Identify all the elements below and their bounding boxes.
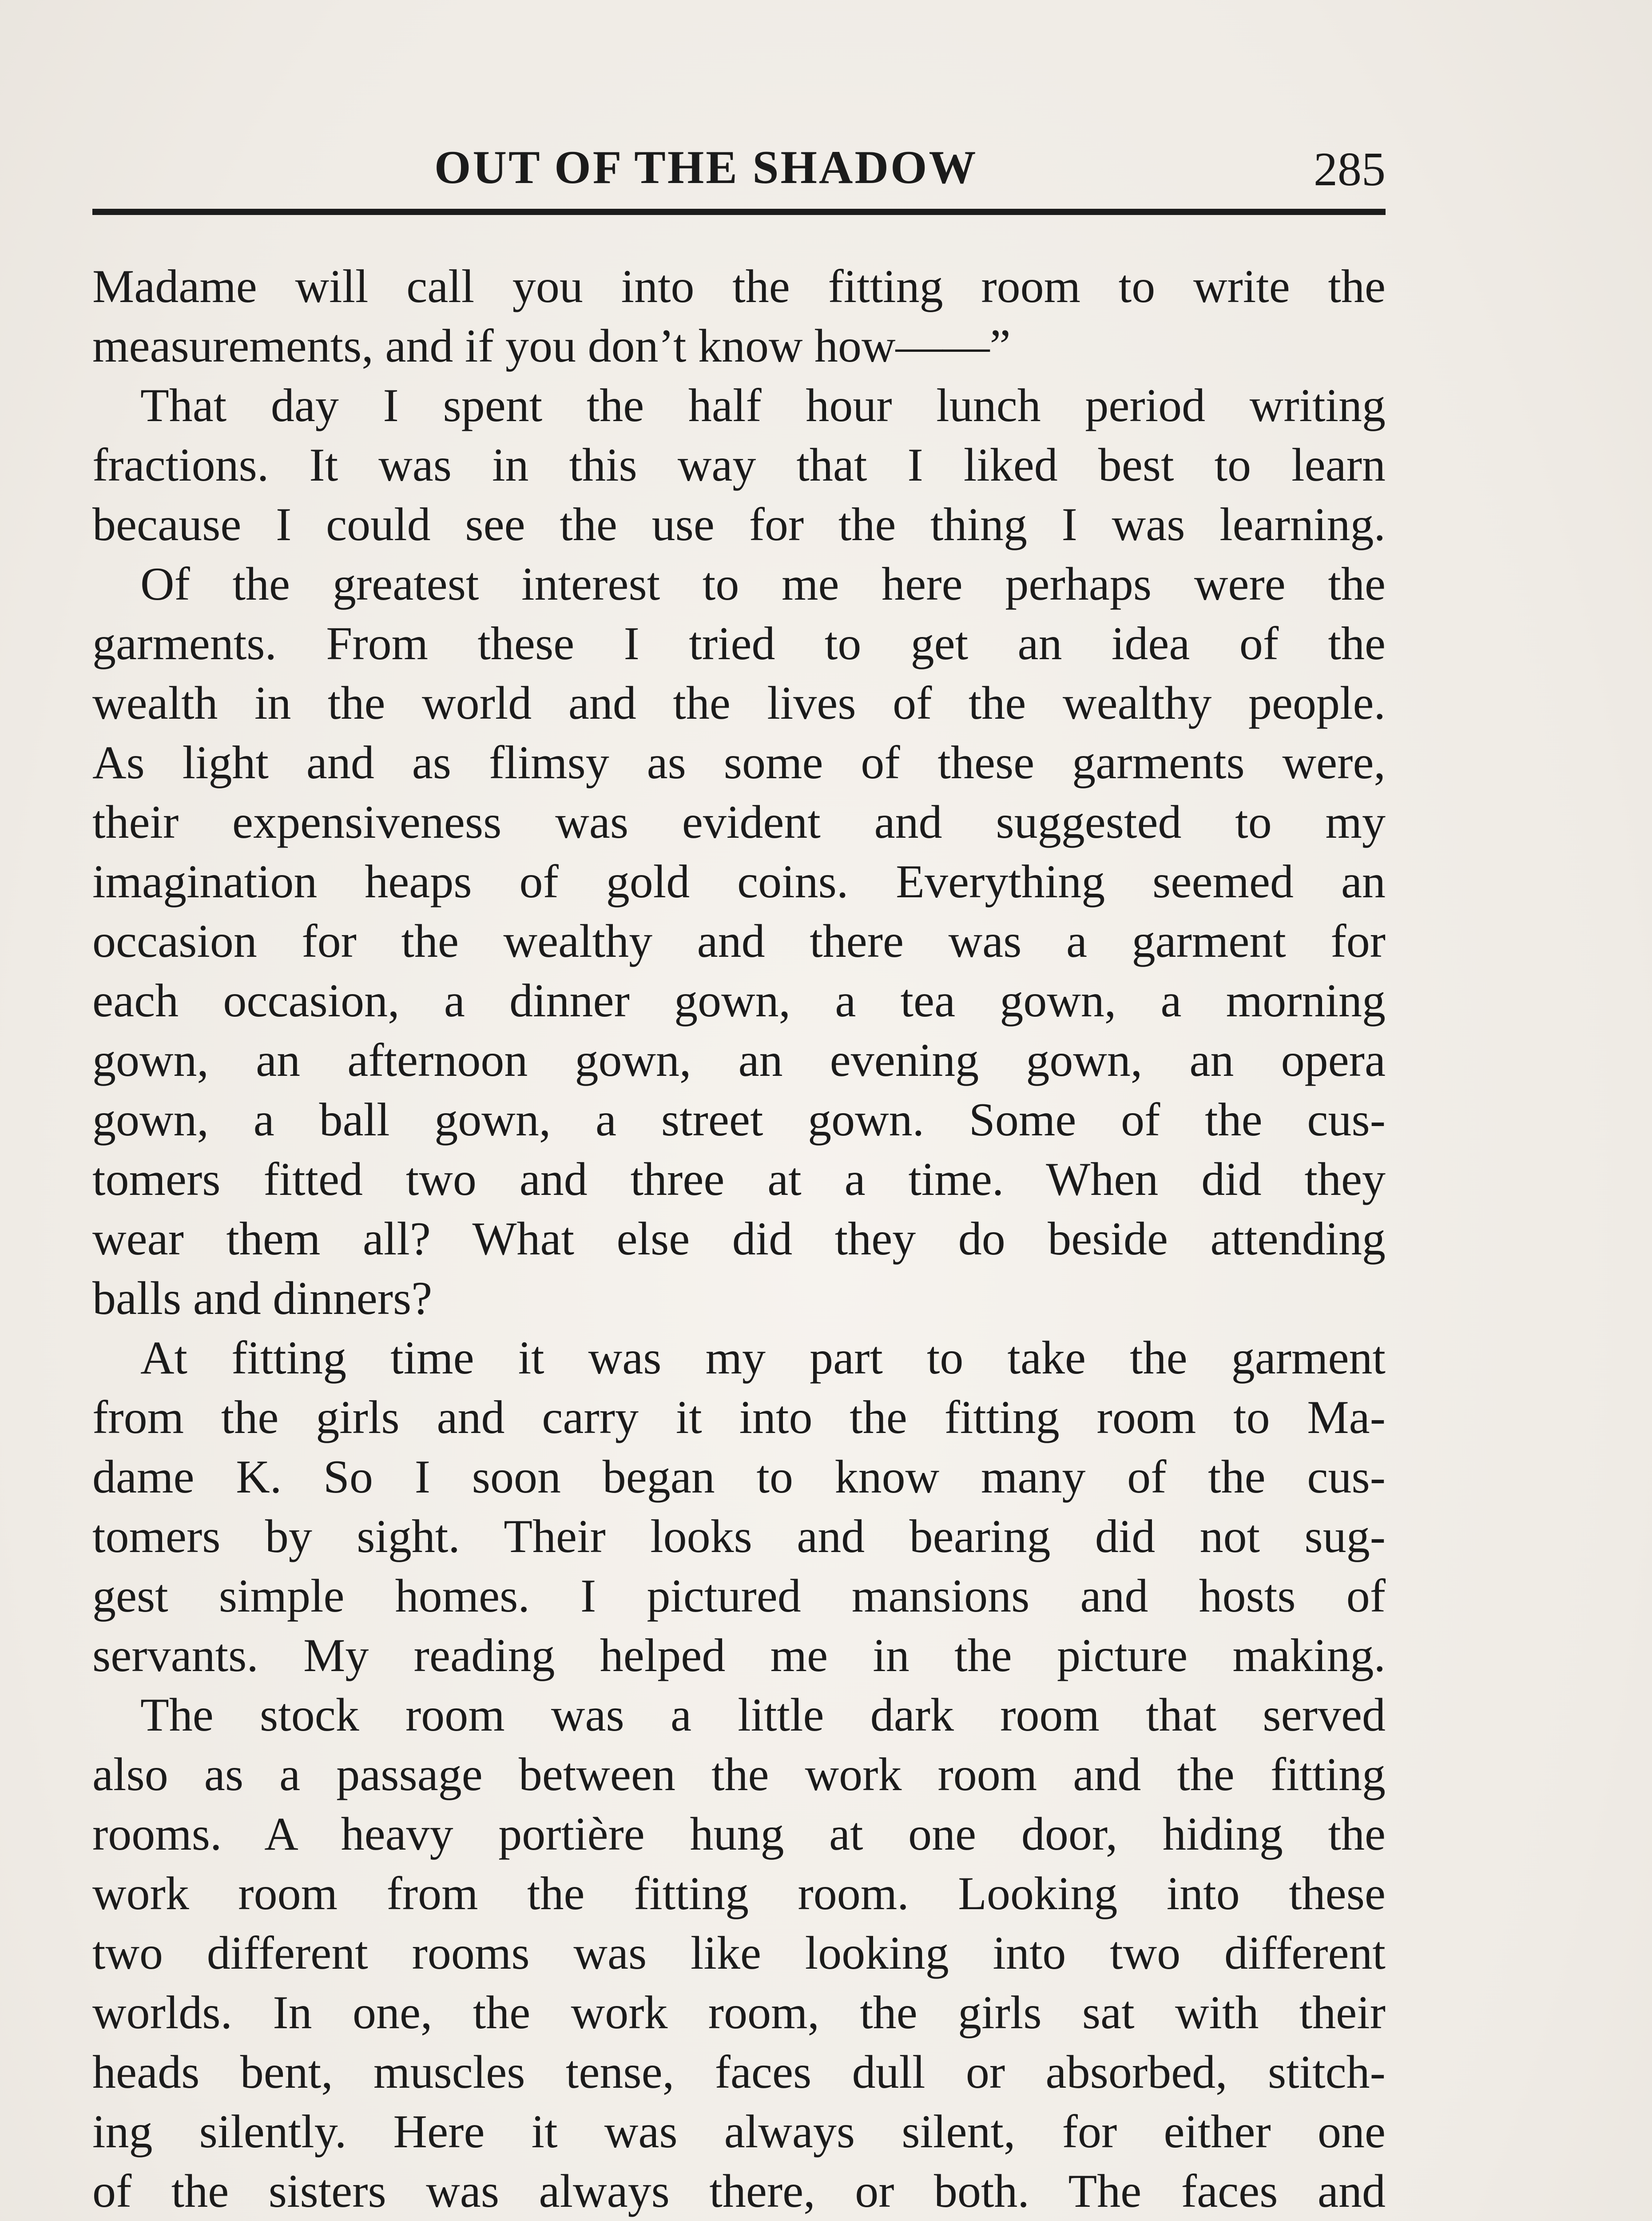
text-line: dame K. So I soon began to know many of the cus-	[92, 1451, 1386, 1503]
text-line: work room from the fitting room. Looking into these	[92, 1867, 1386, 1919]
text-line: balls and dinners?	[92, 1272, 433, 1324]
text-line: worlds. In one, the work room, the girls sat with their	[92, 1986, 1386, 2038]
text-line: measurements, and if you don’t know how——”	[92, 320, 1011, 372]
text-line: wealth in the world and the lives of the wealthy people.	[92, 677, 1386, 729]
header-rule	[92, 209, 1386, 215]
text-line: servants. My reading helped me in the picture making.	[92, 1629, 1386, 1681]
text-line: The stock room was a little dark room that served	[140, 1689, 1386, 1741]
text-line: heads bent, muscles tense, faces dull or absorbed, stitch-	[92, 2046, 1386, 2098]
text-line: garments. From these I tried to get an idea of the	[92, 617, 1386, 669]
text-line: wear them all? What else did they do beside attending	[92, 1213, 1386, 1265]
text-line: As light and as flimsy as some of these garments were,	[92, 736, 1386, 788]
text-line: gown, an afternoon gown, an evening gown, an opera	[92, 1034, 1386, 1086]
text-line: tomers by sight. Their looks and bearing did not sug-	[92, 1510, 1386, 1562]
text-line: two different rooms was like looking into two different	[92, 1927, 1386, 1979]
text-line: gest simple homes. I pictured mansions and hosts of	[92, 1570, 1386, 1622]
text-line: gown, a ball gown, a street gown. Some of the cus-	[92, 1094, 1386, 1146]
page-header	[92, 133, 1386, 209]
text-line: occasion for the wealthy and there was a garment for	[92, 915, 1386, 967]
text-line: Madame will call you into the fitting room to write the	[92, 260, 1386, 312]
text-line: Of the greatest interest to me here perhaps were the	[140, 558, 1386, 610]
text-line: fractions. It was in this way that I liked best to learn	[92, 439, 1386, 491]
page-number: 285	[1314, 143, 1386, 196]
text-line: At fitting time it was my part to take the garment	[140, 1332, 1386, 1384]
text-line: their expensiveness was evident and suggested to my	[92, 796, 1386, 848]
text-line: also as a passage between the work room and the fitting	[92, 1748, 1386, 1800]
text-line: from the girls and carry it into the fitting room to Ma-	[92, 1391, 1386, 1443]
text-line: ing silently. Here it was always silent, for either one	[92, 2106, 1386, 2157]
text-line: of the sisters was always there, or both. The faces and	[92, 2165, 1386, 2217]
text-line: because I could see the use for the thing I was learning.	[92, 498, 1386, 550]
text-line: each occasion, a dinner gown, a tea gown, a morning	[92, 975, 1386, 1027]
text-line: rooms. A heavy portière hung at one door, hiding the	[92, 1808, 1386, 1860]
text-line: That day I spent the half hour lunch period writing	[140, 379, 1386, 431]
running-head: OUT OF THE SHADOW	[434, 141, 978, 193]
body-text	[92, 257, 1386, 2221]
text-line: imagination heaps of gold coins. Everything seemed an	[92, 856, 1386, 908]
text-line: tomers fitted two and three at a time. When did they	[92, 1153, 1386, 1205]
